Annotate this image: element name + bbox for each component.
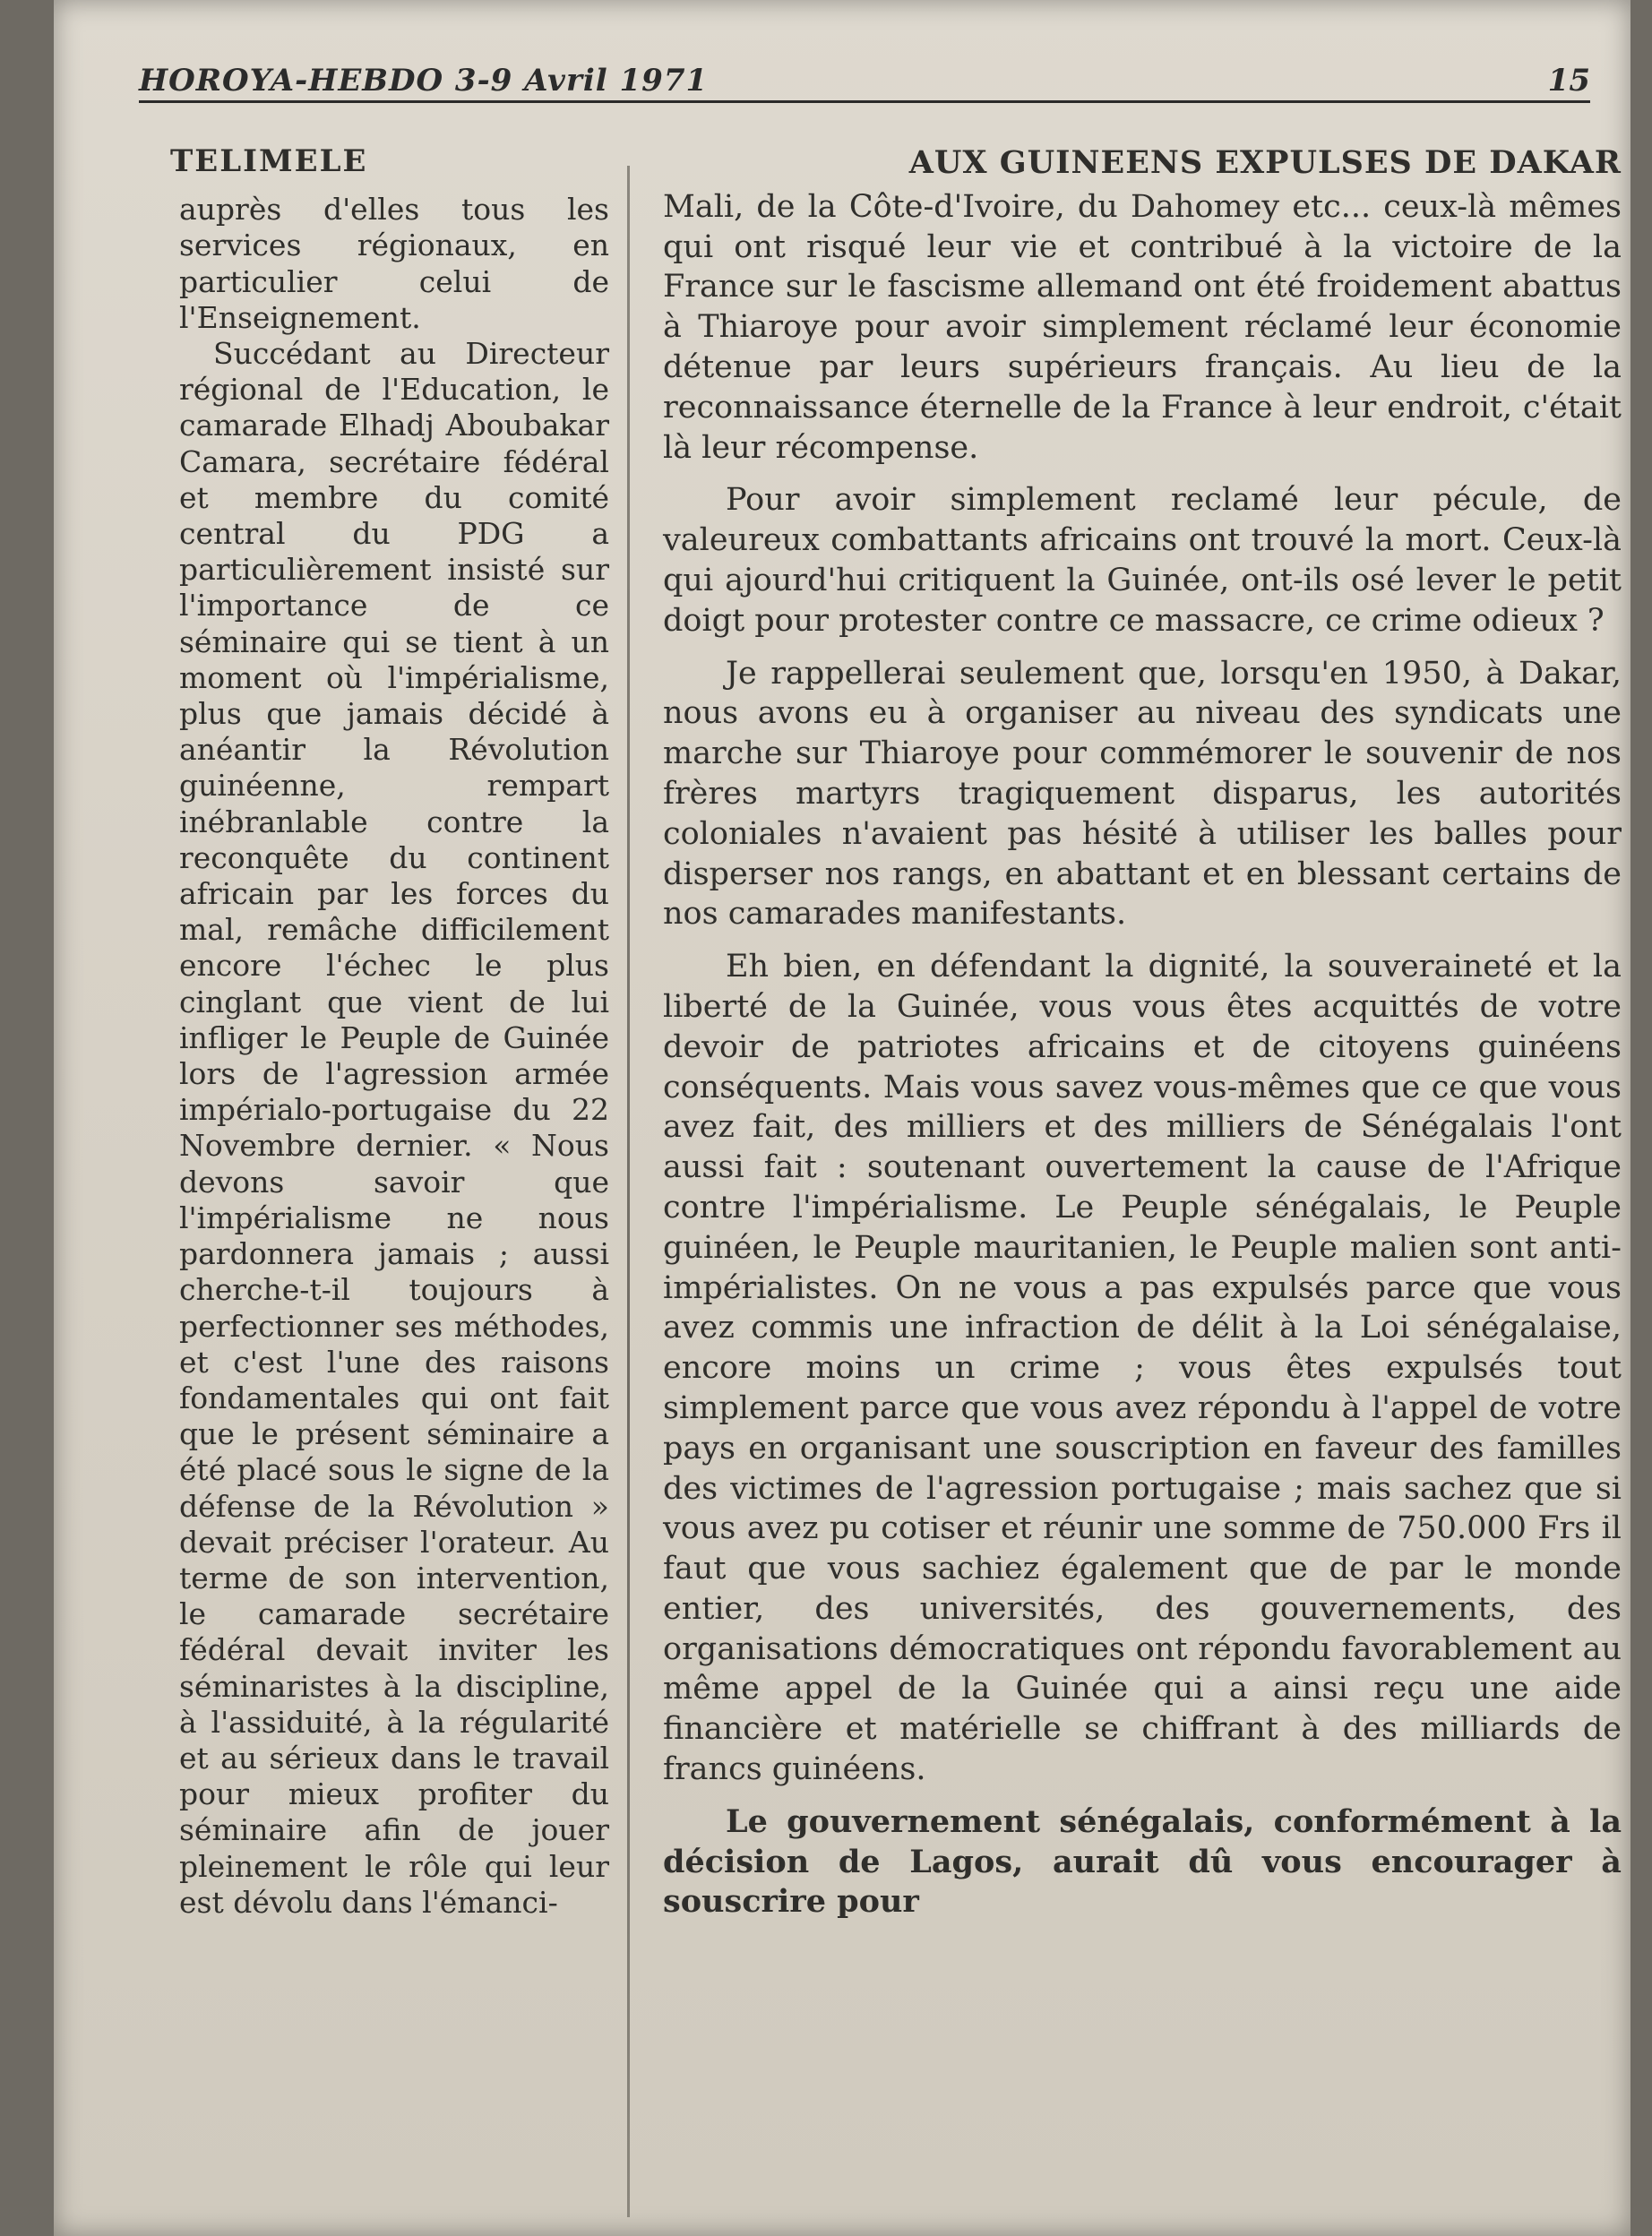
right-paragraph: Pour avoir simplement reclamé leur pécule, de valeureux combattants africains ont trouvé la mort. Ceux-là qui ajourd'hui critiquent la Guinée, ont-ils osé lever le petit doigt pour protester contre ce massacre, ce crime odieux ?: [663, 482, 1622, 639]
newspaper-page: [54, 0, 1630, 2236]
right-paragraph: Je rappellerai seulement que, lorsqu'en 1950, à Dakar, nous avons eu à organiser au niveau des syndicats une marche sur Thiaroye pour commémorer le souvenir de nos frères martyrs tragiquement disparus, les autorités coloniales n'avaient pas hésité à utiliser les balles pour disperser nos rangs, en abattant et en blessant certains de nos camarades manifestants.: [663, 655, 1622, 933]
right-article-title: AUX GUINEENS EXPULSES DE DAKAR: [908, 144, 1622, 181]
right-column-article: [663, 143, 1622, 1935]
right-paragraph: Mali, de la Côte-d'Ivoire, du Dahomey etc... ceux-là mêmes qui ont risqué leur vie et contribué à la victoire de la France sur le fascisme allemand ont été froidement abattus à Thiaroye pour avoir simplement réclamé leur économie détenue par leurs supérieurs français. Au lieu de la reconnaissance éternelle de la France à leur endroit, c'était là leur récompense.: [663, 188, 1622, 466]
left-article-title: TELIMELE: [170, 143, 368, 179]
right-paragraph: Eh bien, en défendant la dignité, la souveraineté et la liberté de la Guinée, vous vous êtes acquittés de votre devoir de patriotes africains et de citoyens guinéens conséquents. Mais vous savez vous-mêmes que ce que vous avez fait, des milliers et des milliers de Sénégalais l'ont aussi fait : soutenant ouvertement la cause de l'Afrique contre l'impérialisme. Le Peuple sénégalais, le Peuple guinéen, le Peuple mauritanien, le Peuple malien sont anti-impérialistes. On ne vous a pas expulsés parce que vous avez commis une infraction de délit à la Loi sénégalaise, encore moins un crime ; vous êtes expulsés tout simplement parce que vous avez répondu à l'appel de votre pays en organisant une souscription en faveur des familles des victimes de l'agression portugaise ; mais sachez que si vous avez pu cotiser et réunir une somme de 750.000 Frs il faut que vous sachiez également que de par le monde entier, des universités, des gouvernements, des organisations démocratiques ont répondu favorablement au même appel de la Guinée qui a ainsi reçu une aide financière et matérielle se chiffrant à des milliards de francs guinéens.: [663, 949, 1622, 1788]
right-paragraph: Le gouvernement sénégalais, conformément à la décision de Lagos, aurait dû vous encourager à souscrire pour: [663, 1802, 1622, 1921]
left-column-article: [170, 143, 609, 1921]
left-paragraph: auprès d'elles tous les services régionaux, en particulier celui de l'Enseignement.: [179, 192, 609, 335]
left-paragraph: Succédant au Directeur régional de l'Education, le camarade Elhadj Aboubakar Camara, secrétaire fédéral et membre du comité central du PDG a particulièrement insisté sur l'importance de ce séminaire qui se tient à un moment où l'impérialisme, plus que jamais décidé à anéantir la Révolution guinéenne, rempart inébranlable contre la reconquête du continent africain par les forces du mal, remâche difficilement encore l'échec le plus cinglant que vient de lui infliger le Peuple de Guinée lors de l'agression armée impérialo-portugaise du 22 Novembre dernier. « Nous devons savoir que l'impérialisme ne nous pardonnera jamais ; aussi cherche-t-il toujours à perfectionner ses méthodes, et c'est l'une des raisons fondamentales qui ont fait que le présent séminaire a été placé sous le signe de la défense de la Révolution » devait préciser l'orateur. Au terme de son intervention, le camarade secrétaire fédéral devait inviter les séminaristes à la discipline, à l'assiduité, à la régularité et au sérieux dans le travail pour mieux profiter du séminaire afin de jouer pleinement le rôle qui leur est dévolu dans l'émanci-: [179, 336, 609, 1920]
page-header: [139, 56, 1590, 103]
page-number: 15: [1547, 63, 1590, 99]
publication-masthead: HOROYA-HEBDO 3-9 Avril 1971: [139, 63, 709, 99]
column-divider: [627, 166, 630, 2217]
